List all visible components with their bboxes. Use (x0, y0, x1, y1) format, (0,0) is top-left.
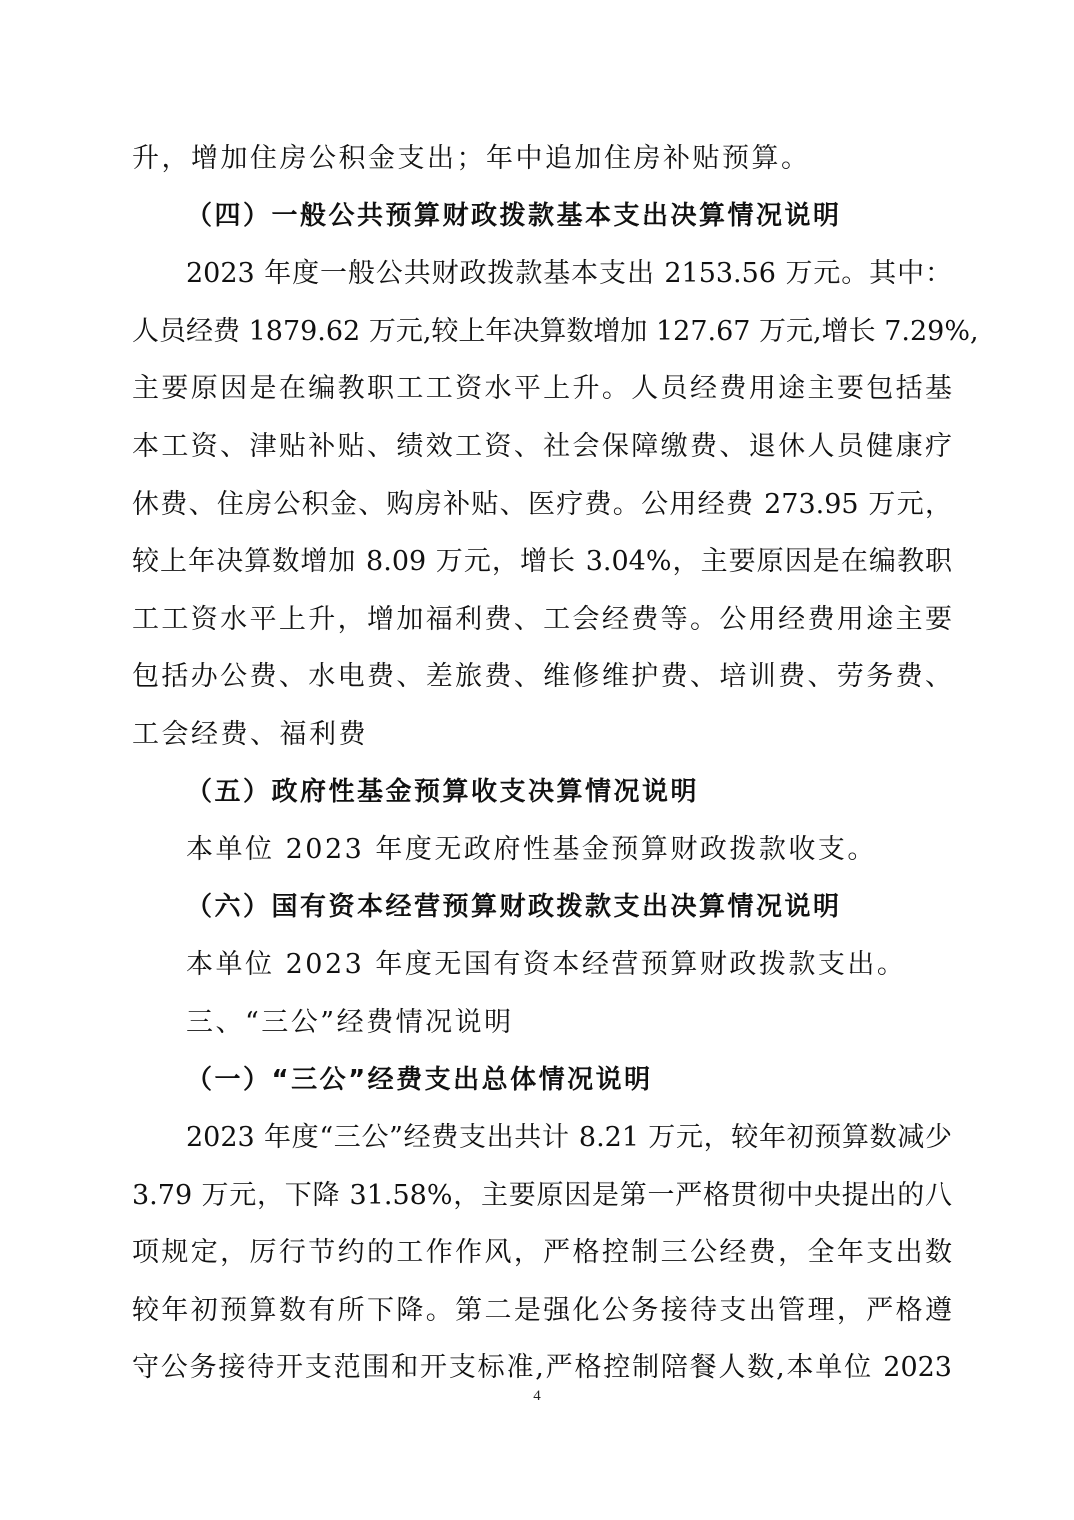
section-heading: （五）政府性基金预算收支决算情况说明 (186, 776, 700, 807)
section-heading: （六）国有资本经营预算财政拨款支出决算情况说明 (186, 891, 842, 922)
chapter-heading: 三、“三公”经费情况说明 (186, 1006, 514, 1038)
paragraph-line: 主要原因是在编教职工工资水平上升。人员经费用途主要包括基 (132, 373, 952, 405)
paragraph-line: 守公务接待开支范围和开支标准,严格控制陪餐人数,本单位 2023 (132, 1352, 952, 1384)
paragraph-line: 项规定，厉行节约的工作作风，严格控制三公经费，全年支出数 (132, 1237, 952, 1269)
page-number: 4 (533, 1388, 541, 1404)
paragraph-line: 2023 年度“三公”经费支出共计 8.21 万元，较年初预算数减少 (186, 1122, 952, 1154)
paragraph-line: 较上年决算数增加 8.09 万元，增长 3.04%，主要原因是在编教职 (132, 546, 952, 578)
paragraph-line: 人员经费 1879.62 万元,较上年决算数增加 127.67 万元,增长 7.29%, (132, 315, 979, 347)
paragraph-line: 包括办公费、水电费、差旅费、维修维护费、培训费、劳务费、 (132, 661, 952, 693)
paragraph-line: 本单位 2023 年度无政府性基金预算财政拨款收支。 (186, 834, 877, 866)
paragraph-line: 休费、住房公积金、购房补贴、医疗费。公用经费 273.95 万元， (132, 488, 952, 520)
paragraph-line: 较年初预算数有所下降。第二是强化公务接待支出管理，严格遵 (132, 1294, 952, 1326)
paragraph-line: 升，增加住房公积金支出；年中追加住房补贴预算。 (132, 143, 811, 174)
section-heading: （四）一般公共预算财政拨款基本支出决算情况说明 (186, 200, 842, 231)
paragraph-line: 本工资、津贴补贴、绩效工资、社会保障缴费、退休人员健康疗 (132, 430, 952, 462)
paragraph-line: 工工资水平上升，增加福利费、工会经费等。公用经费用途主要 (132, 603, 952, 635)
paragraph-line: 2023 年度一般公共财政拨款基本支出 2153.56 万元。其中： (186, 258, 952, 290)
paragraph-line: 工会经费、福利费 (132, 718, 368, 750)
document-body (132, 130, 979, 1397)
paragraph-line: 3.79 万元，下降 31.58%，主要原因是第一严格贯彻中央提出的八 (132, 1179, 952, 1211)
section-heading: （一）“三公”经费支出总体情况说明 (186, 1064, 653, 1095)
paragraph-line: 本单位 2023 年度无国有资本经营预算财政拨款支出。 (186, 949, 907, 981)
